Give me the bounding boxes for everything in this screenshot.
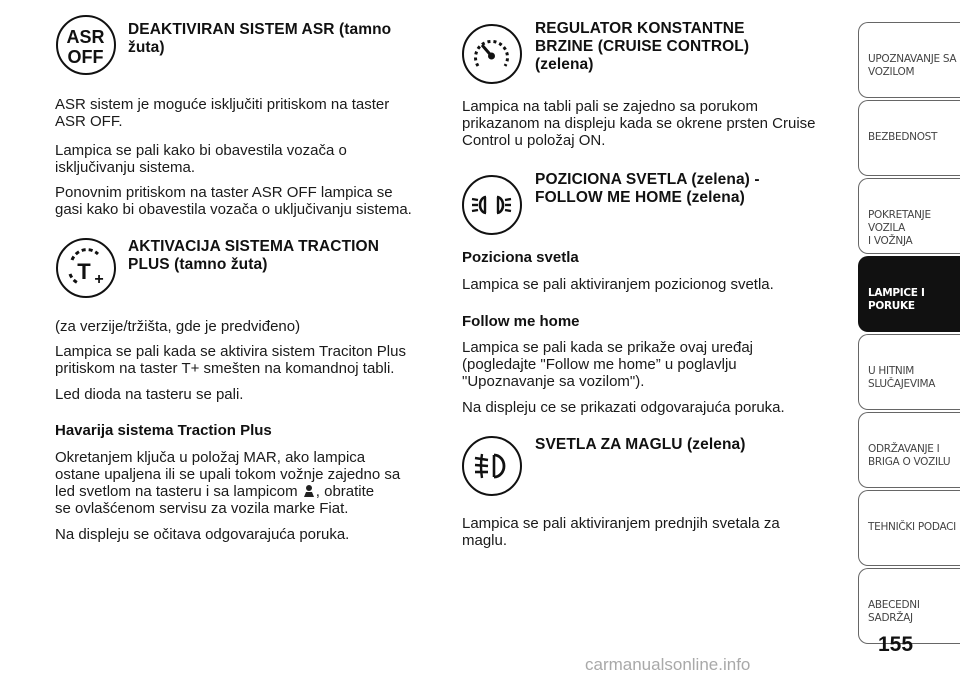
position-lights-subheading: Poziciona svetla — [462, 249, 579, 266]
tab-hitni-slucajevi[interactable]: U HITNIM SLUČAJEVIMA — [858, 334, 960, 410]
asr-icon-text-1: ASR — [66, 27, 105, 47]
tab-lampice-active[interactable]: LAMPICE I PORUKE — [858, 256, 960, 332]
svg-text:+: + — [94, 271, 104, 288]
tab-odrzavanje[interactable]: ODRŽAVANJE I BRIGA O VOZILU — [858, 412, 960, 488]
traction-paragraph-3: Led dioda na tasteru se pali. — [55, 386, 244, 403]
fog-paragraph: Lampica se pali aktiviranjem prednjih svetala za maglu. — [462, 515, 780, 549]
traction-plus-icon — [56, 238, 116, 298]
position-paragraph-1: Lampica se pali aktiviranjem pozicionog svetla. — [462, 276, 774, 293]
traction-paragraph-5: Na displeju se očitava odgovarajuća poruka. — [55, 526, 350, 543]
fog-light-icon — [462, 436, 522, 496]
cruise-control-icon — [462, 24, 522, 84]
asr-icon-text-2: OFF — [67, 47, 104, 67]
traction-failure-subheading: Havarija sistema Traction Plus — [55, 422, 272, 439]
position-heading: POZICIONA SVETLA (zelena) - FOLLOW ME HOME (zelena) — [535, 171, 760, 206]
traction-paragraph-2: Lampica se pali kada se aktivira sistem Traciton Plus pritiskom na taster T+ smešten na komandnoj tabli. — [55, 343, 406, 377]
page-number: 155 — [878, 633, 914, 656]
tab-bezbednost[interactable]: BEZBEDNOST — [858, 100, 960, 176]
asr-off-icon — [56, 15, 116, 75]
traction-paragraph-1: (za verzije/tržišta, gde je predviđeno) — [55, 318, 301, 335]
position-paragraph-2: Lampica se pali kada se prikaže ovaj uređaj (pogledajte "Follow me home” u poglavlju "Upoznavanje sa vozilom"). — [462, 339, 753, 390]
watermark: carmanualsonline.info — [585, 655, 751, 674]
warning-person-icon — [302, 484, 316, 498]
fog-heading: SVETLA ZA MAGLU (zelena) — [535, 436, 746, 453]
traction-heading: AKTIVACIJA SISTEMA TRACTION PLUS (tamno žuta) — [128, 238, 379, 273]
asr-paragraph-3: Ponovnim pritiskom na taster ASR OFF lampica se gasi kako bi obavestila vozača o uključivanju sistema. — [55, 184, 412, 218]
position-lights-icon — [462, 175, 522, 235]
tab-tehnicki-podaci[interactable]: TEHNIČKI PODACI — [858, 490, 960, 566]
asr-paragraph-2: Lampica se pali kako bi obavestila vozača o isključivanju sistema. — [55, 142, 347, 176]
traction-paragraph-4: Okretanjem ključa u položaj MAR, ako lampica ostane upaljena ili se upali tokom vožnje zajedno sa led svetlom na tasteru i sa lampicom , obratite se ovlašćenom servisu za vozila marke Fiat. — [55, 449, 401, 517]
tab-pokretanje[interactable]: POKRETANJE VOZILA I VOŽNJA — [858, 178, 960, 254]
asr-heading: DEAKTIVIRAN SISTEM ASR (tamno žuta) — [128, 21, 392, 56]
follow-me-home-subheading: Follow me home — [462, 313, 580, 330]
tab-upoznavanje[interactable]: UPOZNAVANJE SA VOZILOM — [858, 22, 960, 98]
svg-text:T: T — [77, 259, 91, 284]
cruise-paragraph: Lampica na tabli pali se zajedno sa porukom prikazanom na displeju kada se okrene prsten Cruise Control u položaj ON. — [462, 98, 816, 149]
tab-abecedni-sadrzaj[interactable]: ABECEDNI SADRŽAJ — [858, 568, 960, 644]
asr-paragraph-1: ASR sistem je moguće isključiti pritiskom na taster ASR OFF. — [55, 96, 390, 130]
cruise-heading: REGULATOR KONSTANTNE BRZINE (CRUISE CONTROL) (zelena) — [535, 20, 750, 73]
position-paragraph-3: Na displeju ce se prikazati odgovarajuća poruka. — [462, 399, 785, 416]
